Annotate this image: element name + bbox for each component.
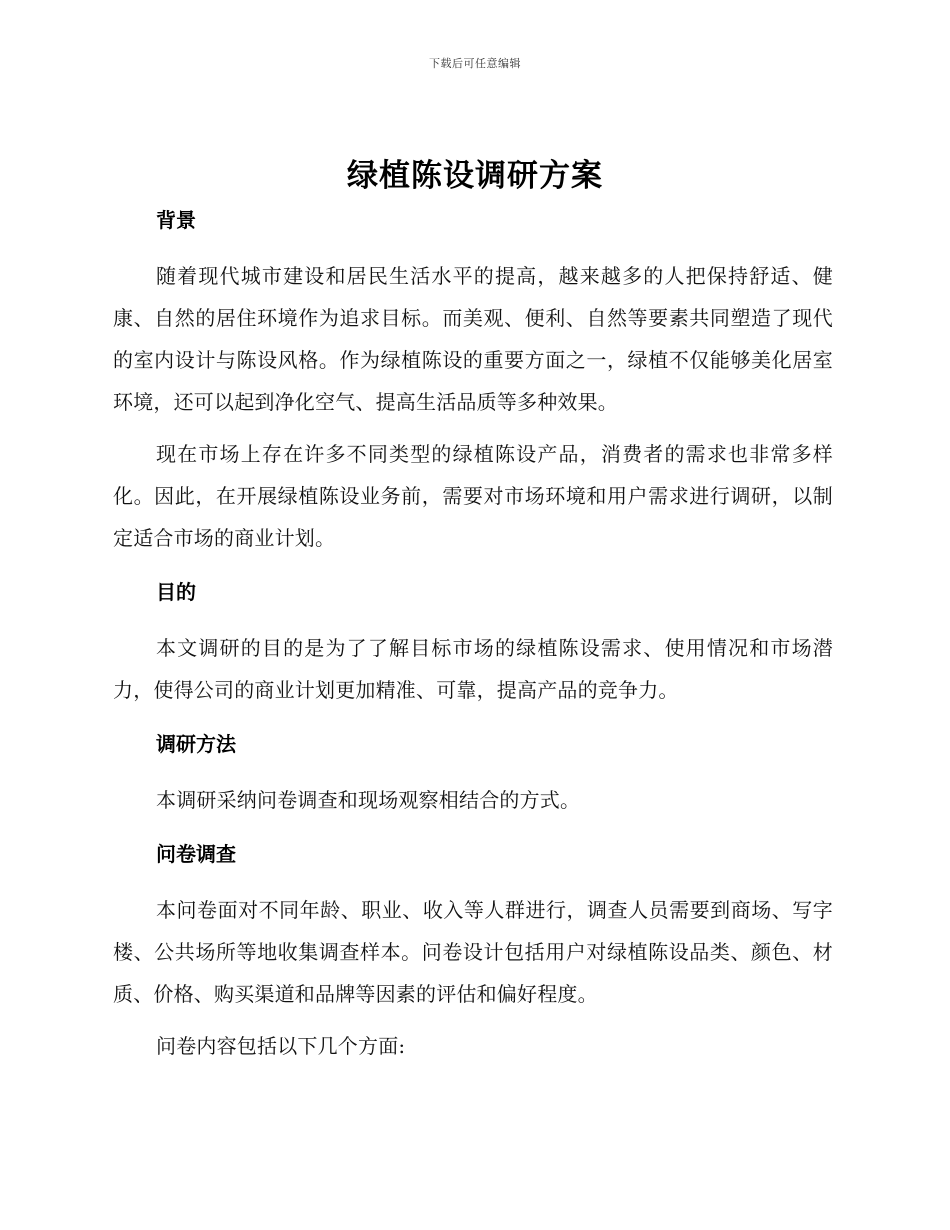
section-heading-survey: 问卷调查 bbox=[156, 842, 236, 866]
section-heading-purpose: 目的 bbox=[156, 580, 196, 604]
section-heading-method: 调研方法 bbox=[156, 732, 236, 756]
document-body bbox=[113, 203, 833, 1067]
page-header-note: 下载后可任意编辑 bbox=[429, 57, 521, 70]
background-paragraph-1: 随着现代城市建设和居民生活水平的提高，越来越多的人把保持舒适、健康、自然的居住环境作为追求目标。而美观、便利、自然等要素共同塑造了现代的室内设计与陈设风格。作为绿植陈设的重要方面之一，绿植不仅能够美化居室环境，还可以起到净化空气、提高生活品质等多种效果。 bbox=[113, 264, 833, 414]
survey-paragraph-2: 问卷内容包括以下几个方面: bbox=[156, 1034, 406, 1058]
section-heading-background: 背景 bbox=[156, 208, 196, 232]
method-paragraph-1: 本调研采纳问卷调查和现场观察相结合的方式。 bbox=[156, 788, 581, 812]
purpose-paragraph-1: 本文调研的目的是为了了解目标市场的绿植陈设需求、使用情况和市场潜力，使得公司的商业计划更加精准、可靠，提高产品的竞争力。 bbox=[113, 636, 833, 702]
document-title: 绿植陈设调研方案 bbox=[347, 158, 603, 194]
survey-paragraph-1: 本问卷面对不同年龄、职业、收入等人群进行，调查人员需要到商场、写字楼、公共场所等地收集调查样本。问卷设计包括用户对绿植陈设品类、颜色、材质、价格、购买渠道和品牌等因素的评估和偏好程度。 bbox=[113, 898, 833, 1006]
background-paragraph-2: 现在市场上存在许多不同类型的绿植陈设产品，消费者的需求也非常多样化。因此，在开展绿植陈设业务前，需要对市场环境和用户需求进行调研，以制定适合市场的商业计划。 bbox=[113, 442, 833, 550]
